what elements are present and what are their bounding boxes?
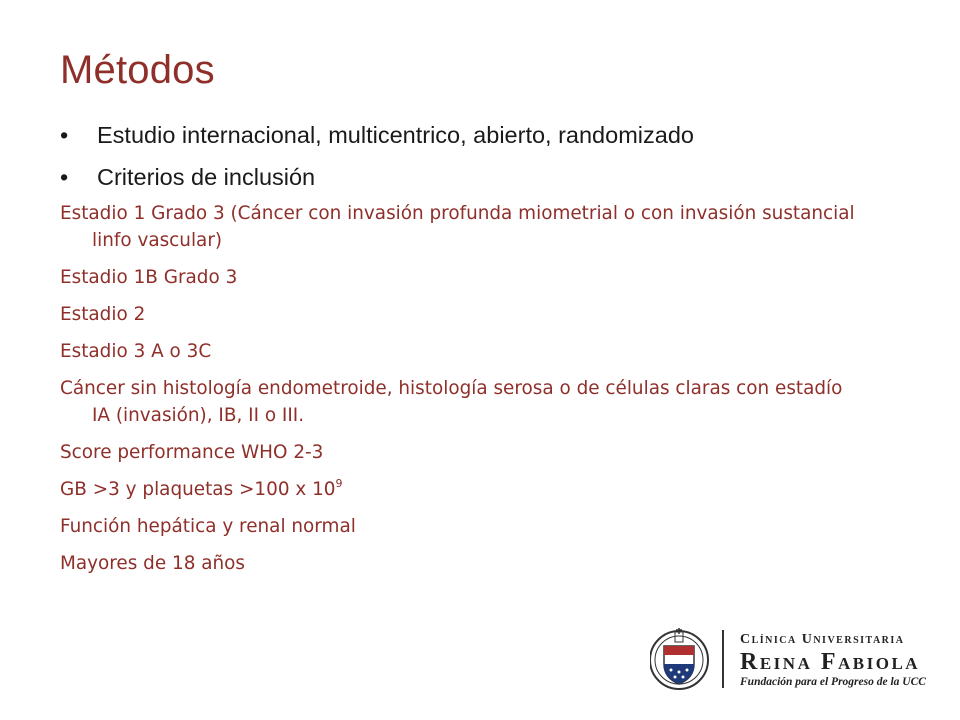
crest-icon bbox=[650, 628, 708, 689]
logo-line-2: Reina Fabiola bbox=[740, 649, 921, 675]
bullet-text: Estudio internacional, multicentrico, abierto, randomizado bbox=[97, 122, 694, 148]
bullet-list bbox=[60, 118, 920, 202]
bullet-item bbox=[60, 118, 920, 160]
bullet-icon: • bbox=[60, 122, 69, 148]
criteria-item bbox=[60, 476, 860, 503]
criteria-item: Estadio 1B Grado 3 bbox=[60, 267, 238, 288]
criteria-item: Función hepática y renal normal bbox=[60, 516, 356, 537]
criteria-item: Estadio 2 bbox=[60, 304, 146, 325]
bullet-item bbox=[60, 160, 920, 202]
criteria-text: GB >3 y plaquetas >100 x 10 bbox=[60, 479, 336, 500]
logo-text bbox=[740, 632, 926, 688]
logo-divider bbox=[722, 630, 724, 688]
bullet-icon: • bbox=[60, 164, 69, 190]
slide-title: Métodos bbox=[60, 48, 215, 92]
criteria-item: Estadio 3 A o 3C bbox=[60, 341, 212, 362]
superscript: 9 bbox=[335, 477, 343, 490]
bullet-text: Criterios de inclusión bbox=[97, 164, 316, 190]
logo-line-1: Clínica Universitaria bbox=[740, 632, 905, 647]
criteria-item: Cáncer sin histología endometroide, histología serosa o de células claras con estadío IA (invasión), IB, II o III. bbox=[60, 378, 843, 426]
criteria-list bbox=[60, 200, 860, 587]
criteria-item: Mayores de 18 años bbox=[60, 553, 246, 574]
logo-line-3: Fundación para el Progreso de la UCC bbox=[740, 676, 926, 688]
criteria-item: Estadio 1 Grado 3 (Cáncer con invasión profunda miometrial o con invasión sustancial linfo vascular) bbox=[60, 203, 855, 251]
criteria-item: Score performance WHO 2-3 bbox=[60, 442, 324, 463]
